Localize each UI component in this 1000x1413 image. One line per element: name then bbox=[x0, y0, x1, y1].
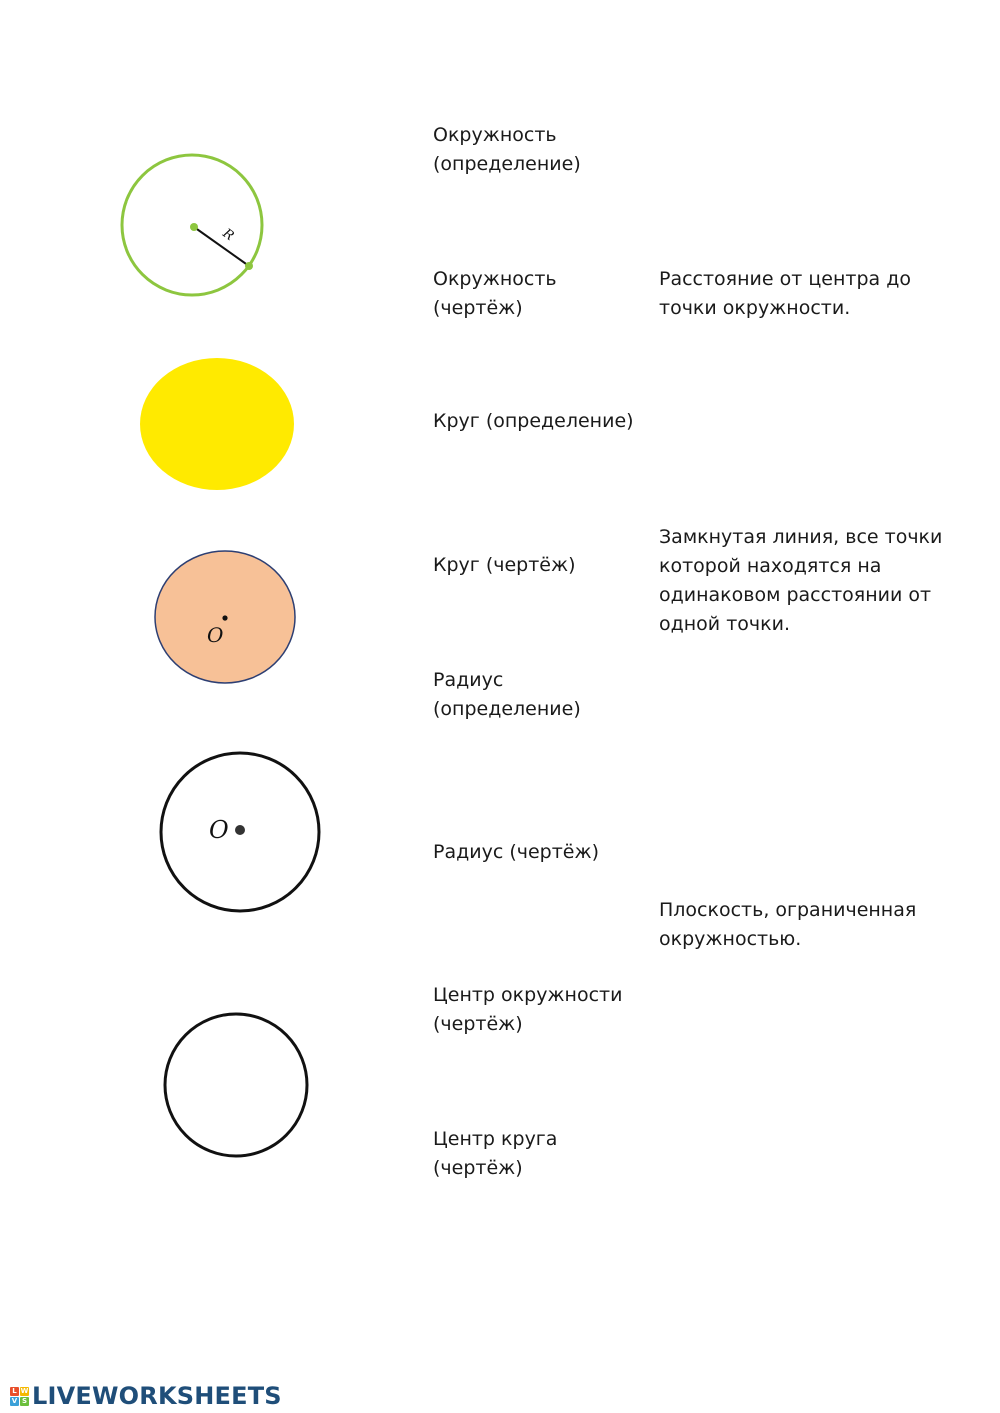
term-disc-drawing[interactable]: Круг (чертёж) bbox=[433, 554, 576, 576]
circle-with-radius-figure bbox=[118, 152, 266, 298]
radius-segment bbox=[194, 227, 249, 266]
plain-circle-outline bbox=[165, 1014, 307, 1156]
term-radius-definition[interactable]: Радиус (определение) bbox=[433, 669, 581, 720]
orange-disc-figure bbox=[153, 549, 299, 687]
radius-letter: R bbox=[219, 226, 237, 245]
center-point bbox=[190, 223, 198, 231]
term-circle-drawing[interactable]: Окружность (чертёж) bbox=[433, 268, 557, 319]
term-circle-center-drawing[interactable]: Центр окружности (чертёж) bbox=[433, 984, 623, 1035]
logo-mark-icon: L W V S bbox=[11, 1386, 29, 1405]
circle-center-letter: O bbox=[209, 816, 229, 844]
circle-center-point bbox=[235, 825, 245, 835]
plain-circle-figure bbox=[161, 1011, 311, 1161]
definition-circle[interactable]: Замкнутая линия, все точки которой находятся на одинаковом расстоянии от одной точки. bbox=[659, 526, 943, 635]
black-circle-with-center-figure bbox=[158, 749, 324, 915]
term-disc-center-drawing[interactable]: Центр круга (чертёж) bbox=[433, 1128, 558, 1179]
yellow-disc-figure bbox=[139, 357, 295, 491]
disc-center-point bbox=[222, 615, 227, 620]
disc-center-letter: O bbox=[207, 623, 224, 647]
yellow-disc bbox=[140, 358, 294, 490]
circumference-point bbox=[245, 262, 253, 270]
term-disc-definition[interactable]: Круг (определение) bbox=[433, 410, 634, 432]
logo-text: LIVEWORKSHEETS bbox=[32, 1382, 282, 1410]
definition-disc[interactable]: Плоскость, ограниченная окружностью. bbox=[659, 899, 917, 950]
liveworksheets-logo bbox=[10, 1380, 282, 1412]
definition-radius[interactable]: Расстояние от центра до точки окружности. bbox=[659, 268, 911, 319]
term-circle-definition[interactable]: Окружность (определение) bbox=[433, 124, 581, 175]
term-radius-drawing[interactable]: Радиус (чертёж) bbox=[433, 841, 599, 863]
